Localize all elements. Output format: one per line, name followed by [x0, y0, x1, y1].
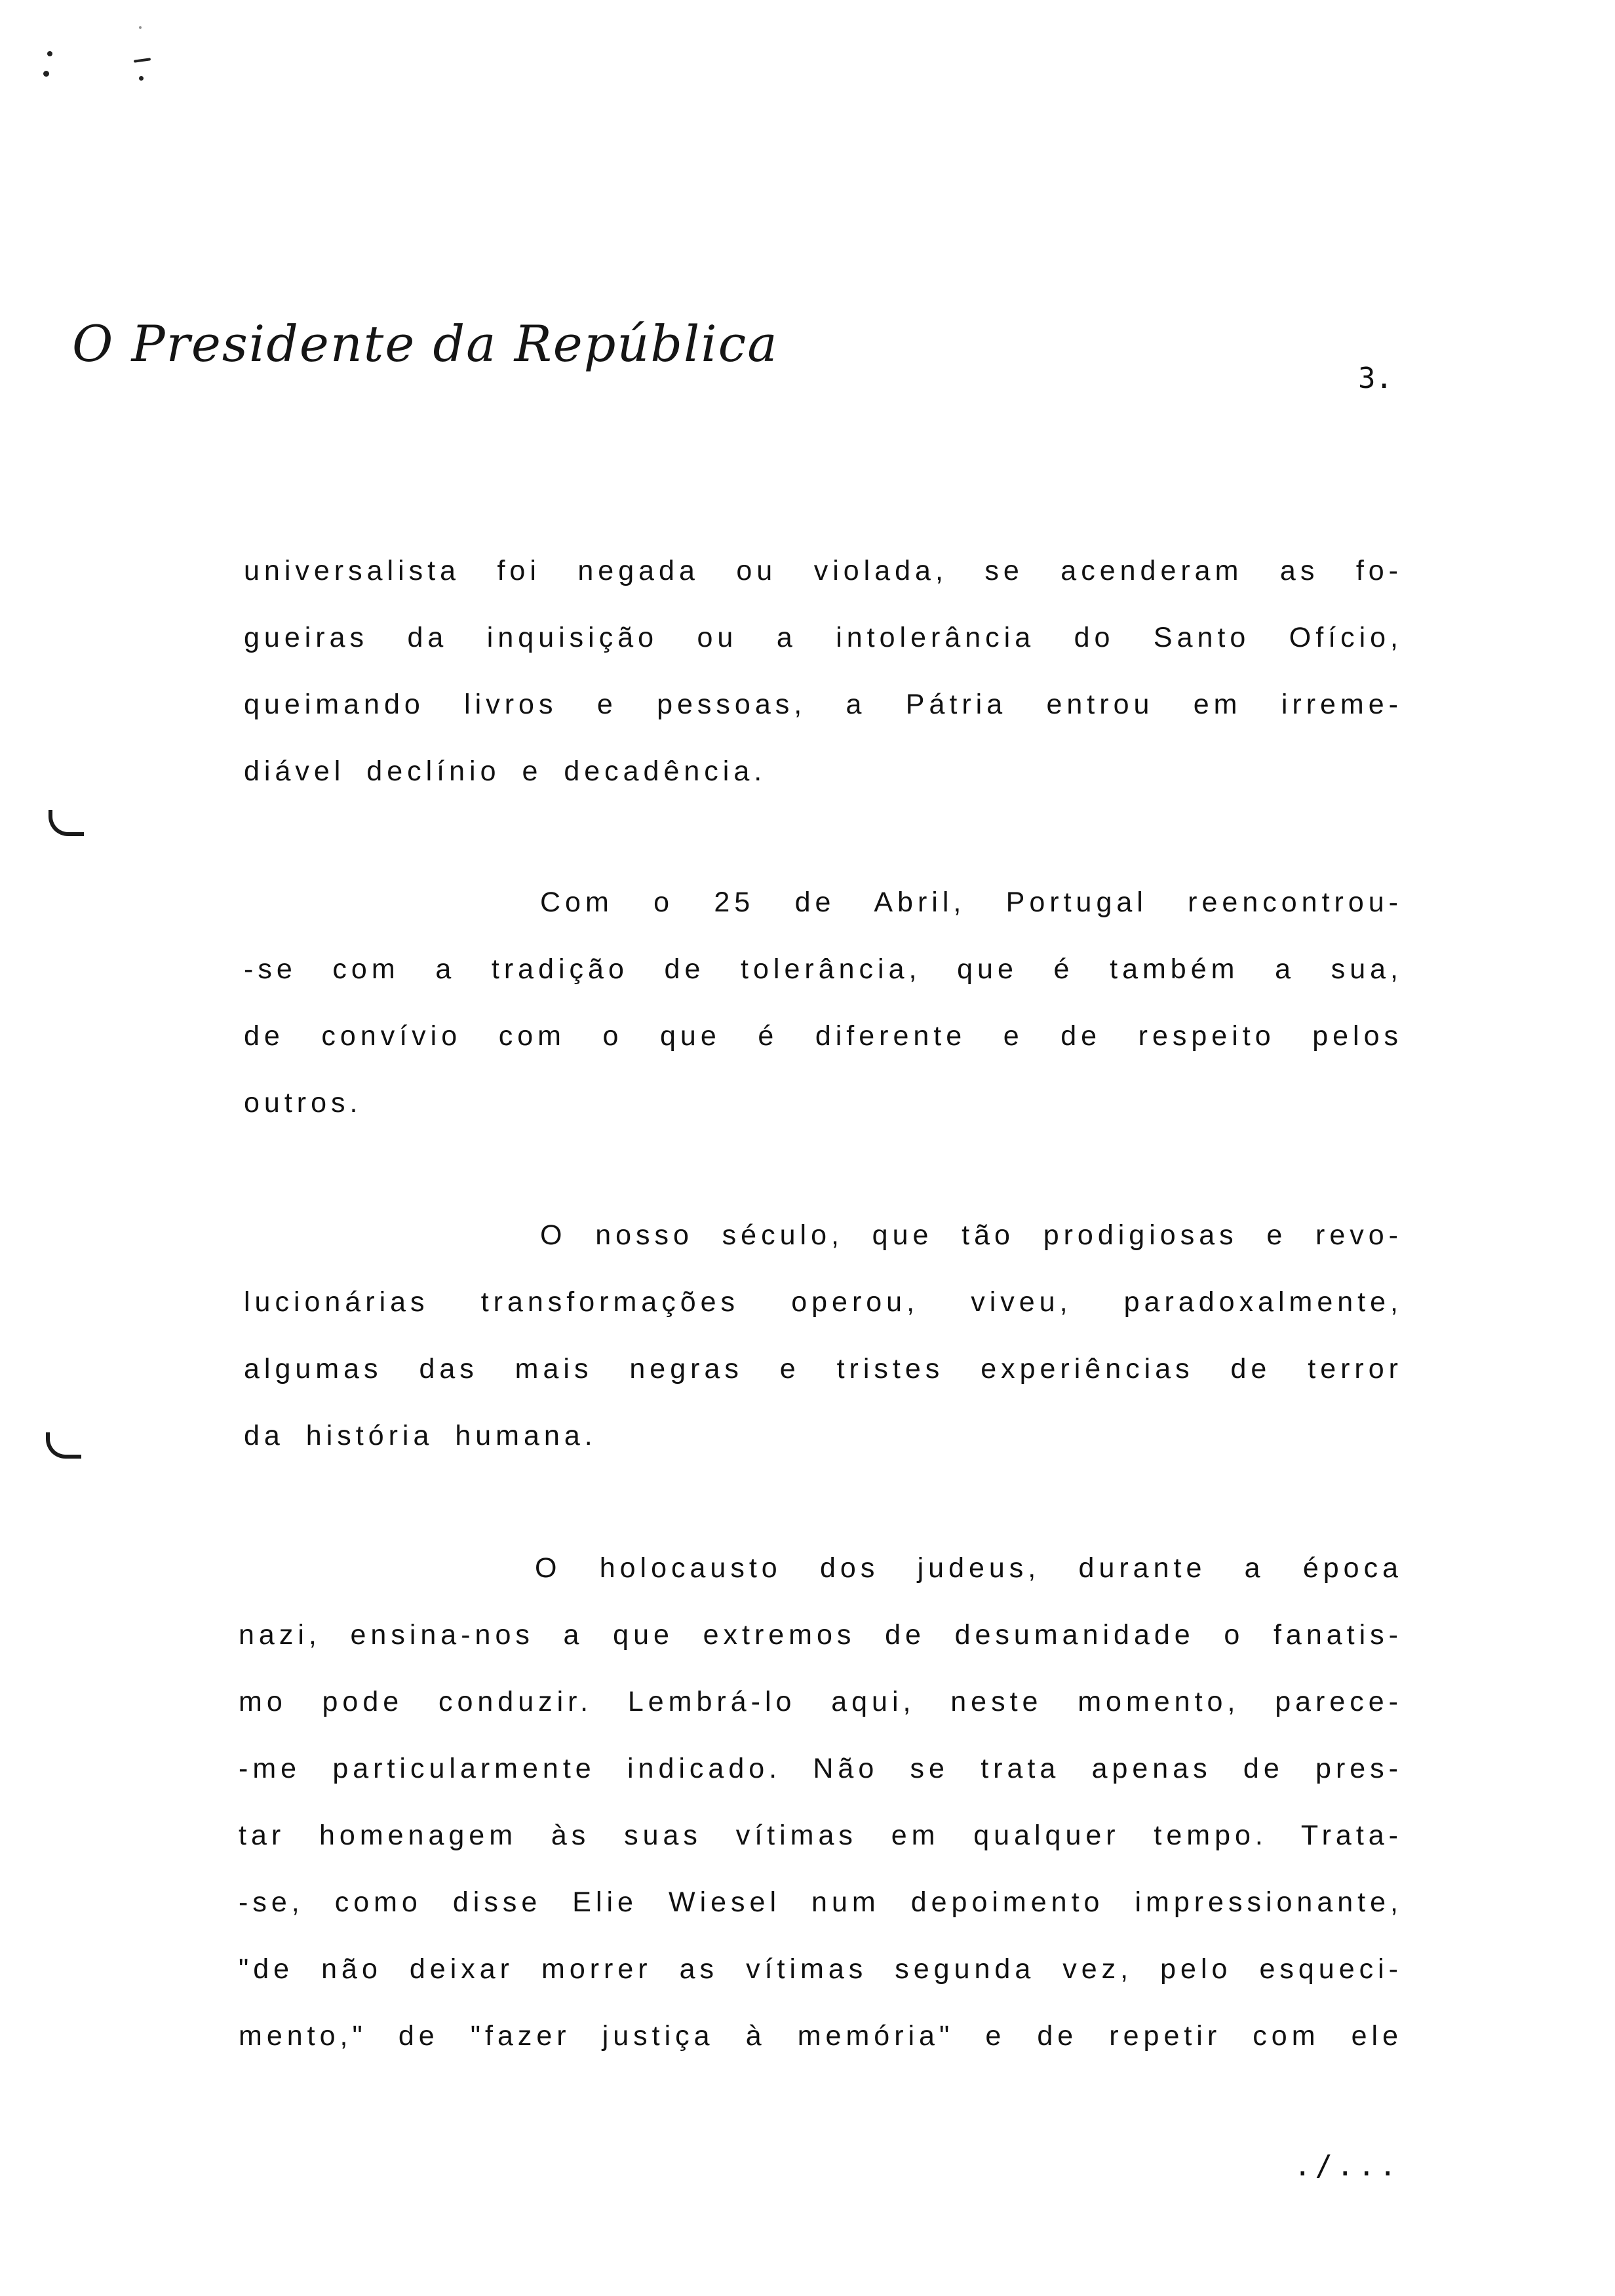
- text-line: mento," de "fazer justiça à memória" e de repetir com ele: [239, 2020, 1403, 2052]
- text-line: algumas das mais negras e tristes experiências de terror: [244, 1353, 1403, 1385]
- text-line: universalista foi negada ou violada, se acenderam as fo-: [244, 555, 1403, 586]
- scan-speck: [43, 71, 49, 77]
- paragraph-2: [244, 869, 1403, 1136]
- text-line: O holocausto dos judeus, durante a época: [535, 1552, 1403, 1584]
- text-line: tar homenagem às suas vítimas em qualquer tempo. Trata-: [239, 1820, 1403, 1851]
- text-line: diável declínio e decadência.: [244, 756, 767, 787]
- paragraph-3: [244, 1202, 1403, 1469]
- text-line: -me particularmente indicado. Não se trata apenas de pres-: [239, 1753, 1403, 1784]
- scan-speck: [139, 76, 144, 81]
- margin-bracket-mark: [46, 1432, 81, 1459]
- text-line: mo pode conduzir. Lembrá-lo aqui, neste momento, parece-: [239, 1686, 1403, 1717]
- text-line: -se com a tradição de tolerância, que é também a sua,: [244, 953, 1403, 985]
- page-number: 3.: [1358, 362, 1393, 395]
- paragraph-1: [244, 537, 1403, 805]
- text-line: "de não deixar morrer as vítimas segunda vez, pelo esqueci-: [239, 1953, 1403, 1985]
- scan-speck: [134, 58, 151, 63]
- text-line: Com o 25 de Abril, Portugal reencontrou-: [540, 887, 1403, 918]
- scan-speck: [47, 51, 52, 56]
- text-line: O nosso século, que tão prodigiosas e revo-: [540, 1219, 1403, 1251]
- margin-bracket-mark: [49, 810, 84, 836]
- text-line: queimando livros e pessoas, a Pátria entrou em irreme-: [244, 689, 1403, 720]
- continuation-mark: ./...: [1294, 2149, 1401, 2183]
- letterhead-title: O Presidente da República: [72, 315, 779, 373]
- text-line: outros.: [244, 1087, 362, 1119]
- text-line: nazi, ensina-nos a que extremos de desumanidade o fanatis-: [239, 1619, 1403, 1651]
- text-line: -se, como disse Elie Wiesel num depoimento impressionante,: [239, 1886, 1403, 1918]
- text-line: da história humana.: [244, 1420, 597, 1451]
- text-line: de convívio com o que é diferente e de respeito pelos: [244, 1020, 1403, 1052]
- text-line: lucionárias transformações operou, viveu, paradoxalmente,: [244, 1286, 1403, 1318]
- paragraph-4: [239, 1535, 1403, 2069]
- text-line: gueiras da inquisição ou a intolerância do Santo Ofício,: [244, 622, 1403, 653]
- scan-speck: [139, 26, 142, 29]
